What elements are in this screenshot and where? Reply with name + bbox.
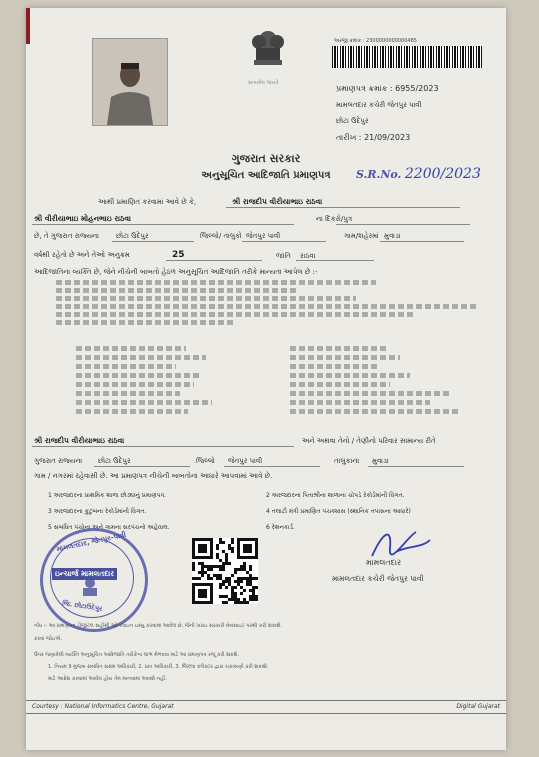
- village-label: ગામ/શહેરમાં: [344, 232, 379, 240]
- cert-no-value: 6955/2023: [395, 84, 439, 93]
- caste-label: જાતિ: [276, 252, 291, 260]
- office-line-1: મામલતદાર કચેરી જેતપુર પાવી: [336, 101, 422, 109]
- res-village: મુવાડા: [372, 457, 389, 465]
- residence-line: વર્ષથી રહેતો છે અને તેઓ અનુક્રમ: [34, 251, 130, 259]
- stamp-center-text: ઇન્ચાર્જ મામલતદાર: [52, 568, 117, 580]
- schedule-text: [56, 312, 416, 317]
- issue-date: [336, 133, 410, 143]
- date-label: તારીખ :: [336, 133, 362, 142]
- note-2: ઉપર જણાવેલી વ્યક્તિ અનુસૂચિત આદિજાતિ તરીકેના લાભ મેળવવા માટે આ પ્રમાણપત્ર રજૂ કરી શકશે.: [34, 652, 240, 658]
- barcode-caption: અરજી ક્રમાંક : 2300000000000485: [334, 38, 417, 44]
- handwritten-sr-number: [356, 166, 481, 182]
- schedule-list-right: [290, 382, 390, 387]
- schedule-list-right: [290, 355, 400, 360]
- schedule-list-left: [76, 391, 180, 396]
- office-line-2: છોટા ઉદેપુર: [336, 117, 369, 125]
- schedule-list-left: [76, 373, 200, 378]
- schedule-list-right: [290, 409, 460, 414]
- schedule-list-left: [76, 382, 194, 387]
- note-4: માટે આદેશ કરવામાં આવેલ હોય તેમ માનવામાં આવશે નહીં.: [48, 676, 167, 682]
- note-1: નોંધ :- આ પ્રમાણપત્ર ડીજીટલ સહીથી ઓનલાઇન ઇસ્યુ કરવામાં આવેલ છે, જેની ખરાઇ સરકારી વેબસાઇટ પરથી કરી શકાશે.: [34, 623, 283, 629]
- certificate-title: અનુસૂચિત આદિજાતિ પ્રમાણપત્ર: [201, 170, 331, 181]
- document-1: 1 અરજદારના પ્રાથમિક શાળા છોડ્યાનું પ્રમાણપત્ર.: [48, 492, 167, 499]
- caste: રાઠવા: [300, 252, 316, 260]
- schedule-list-left: [76, 400, 212, 405]
- schedule-list-right: [290, 400, 430, 405]
- barcode: [332, 46, 482, 68]
- document-6: 6 રેશનકાર્ડ.: [266, 524, 295, 531]
- signature-designation: મામલતદાર: [366, 558, 402, 567]
- corner-mark: [26, 8, 30, 44]
- res-line: ગામ / નગરમાં રહેવાસી છે. આ પ્રમાણપત્ર નીચેની બાબતોના આધારે આપવામાં આવે છે.: [34, 472, 273, 480]
- res-district-label: જિલ્લો: [196, 457, 215, 465]
- applicant-photo: [92, 38, 168, 126]
- emblem-caption: સત્યમેવ જયતે: [248, 80, 279, 86]
- schedule-list-left: [76, 409, 188, 414]
- holder-suffix: અને અથવા તેનો / તેણીનો પરિવાર સામાન્ય રીતે: [302, 437, 436, 445]
- note-3: 1. નિયમ 9 મુજબ સંબંધિત સક્ષમ અધિકારી, 2. પ્રાંત અધિકારી, 3. જિલ્લા કલેક્ટર દ્વારા ચકાસણી કરી શકાશે.: [48, 664, 269, 670]
- certificate-number: [336, 84, 439, 94]
- sr-label: S.R.No.: [356, 168, 402, 181]
- schedule-text: [56, 280, 376, 285]
- schedule-list-left: [76, 355, 206, 360]
- certificate-page: [26, 8, 506, 750]
- govt-title: ગુજરાત સરકાર: [231, 152, 301, 165]
- schedule-text: [56, 304, 476, 309]
- document-5: 5 સંબંધિત પંચોના અને ગામના સરપંચનો અહેવાલ.: [48, 524, 170, 531]
- res-district: છોટા ઉદેપુર: [98, 457, 131, 465]
- schedule-list-left: [76, 364, 176, 369]
- qr-code: [192, 538, 258, 604]
- document-3: 3 અરજદારના કુટુંબના રેકોર્ડમાંની વિગત.: [48, 508, 147, 515]
- note-1-cont: કરવાં જોઇએ.: [34, 636, 63, 642]
- schedule-text: [56, 288, 296, 293]
- cert-no-label: પ્રમાણપત્ર ક્રમાંક :: [336, 84, 393, 93]
- schedule-list-right: [290, 364, 380, 369]
- document-4: 4 તલાટી મંત્રી પ્રમાણિત પંચક્યાસ (સ્થાનિક તપાસના આધારે): [266, 508, 411, 515]
- signature-office: મામલતદાર કચેરી જેતપુર પાવી: [332, 574, 424, 583]
- schedule-list-right: [290, 391, 450, 396]
- schedule-text: [56, 296, 356, 301]
- relation-suffix: ના દિકરો/પુત્ર: [316, 215, 353, 223]
- village: મુવાડા: [384, 232, 401, 240]
- father-name: શ્રી વીરીયાભાઇ મોહનભાઇ રાઠવા: [34, 214, 131, 223]
- stamp-outer-text: મામલતદાર, જેતપુર-પાવી: [55, 530, 127, 554]
- state-prefix: છે, તે ગુજરાત રાજ્યના: [34, 232, 99, 240]
- certify-line: આથી પ્રમાણિત કરવામાં આવે છે કે,: [98, 198, 197, 206]
- serial-number: 25: [172, 250, 185, 260]
- footer-right: Digital Gujarat: [456, 703, 500, 710]
- applicant-name: શ્રી રાજદીપ વીરીયાભાઇ રાઠવા: [232, 197, 323, 206]
- res-taluka: જેતપુર પાવી: [228, 457, 263, 465]
- taluka-label: જિલ્લો/ તાલુકો: [200, 232, 242, 240]
- schedule-list-left: [76, 346, 186, 351]
- footer-bar: [26, 700, 506, 714]
- schedule-list-right: [290, 346, 386, 351]
- emblem-icon: [246, 26, 290, 78]
- holder-name: શ્રી રાજદીપ વીરીયાભાઇ રાઠવા: [34, 436, 125, 445]
- recognized-line: આદિજાતિના વ્યક્તિ છે, જેને નીચેની બાબતો હેઠળ અનુસૂચિત આદિજાતિ તરીકે માન્યતા આપેલ છે :-: [34, 268, 318, 276]
- schedule-list-right: [290, 373, 410, 378]
- district: છોટા ઉદેપુર: [116, 232, 149, 240]
- res-taluka-label: તાલુકાના: [334, 457, 360, 465]
- footer-left: Courtesy : National Informatics Centre, Gujarat: [32, 703, 174, 710]
- sr-value: 2200/2023: [404, 166, 481, 182]
- schedule-text: [56, 320, 236, 325]
- res-state-label: ગુજરાત રાજ્યના: [34, 457, 83, 465]
- date-value: 21/09/2023: [364, 133, 411, 142]
- document-2: 2 અરજદારના પિતાશ્રીના શાળાના ચોપડે રેકોર્ડમાંની વિગત.: [266, 492, 405, 499]
- stamp-emblem-icon: [78, 576, 102, 602]
- stamp-bottom-text: જિ. છોટાઉદેપુર: [61, 599, 103, 613]
- taluka: જેતપુર પાવી: [246, 232, 281, 240]
